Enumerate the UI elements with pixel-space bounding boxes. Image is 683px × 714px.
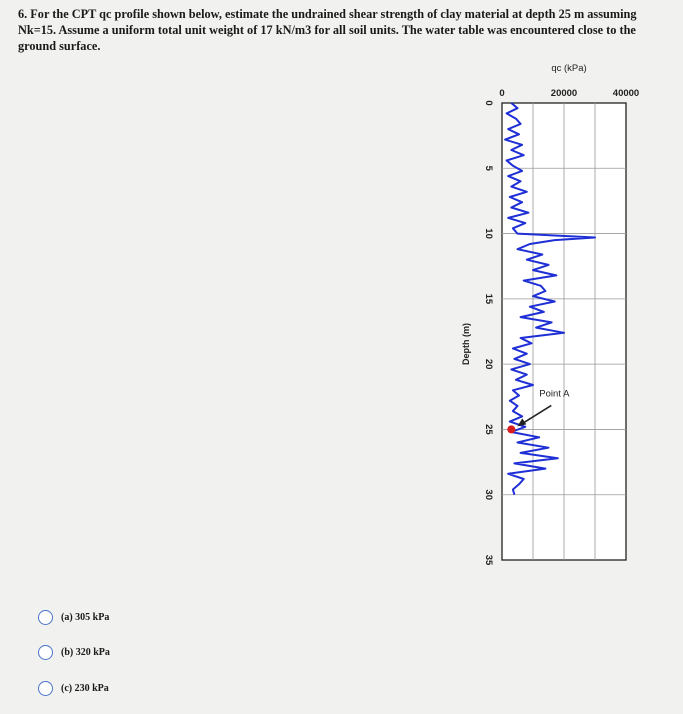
option-a[interactable]: [38, 607, 110, 627]
x-tick-labels: [499, 88, 639, 99]
y-tick-label: 25: [483, 424, 494, 435]
answer-options: [38, 607, 110, 714]
y-tick-label: 20: [483, 358, 494, 370]
option-c-label: (c) 230 kPa: [61, 682, 109, 694]
option-c[interactable]: [38, 678, 110, 698]
radio-a[interactable]: [38, 610, 53, 625]
option-b[interactable]: [38, 643, 110, 663]
question-text: 6. For the CPT qc profile shown below, estimate the undrained shear strength of clay material at depth 25 m assuming Nk=15. Assume a uniform total unit weight of 17 kN/m3 for all soil units. The water table was encountered close to the ground surface.: [18, 7, 637, 53]
y-tick-label: 5: [483, 165, 494, 171]
y-tick-label: 15: [483, 293, 494, 305]
x-tick-label: 0: [499, 88, 505, 99]
point-a-label: Point A: [539, 388, 570, 400]
y-tick-label: 35: [483, 554, 494, 566]
y-tick-label: 30: [483, 489, 494, 501]
radio-b[interactable]: [38, 645, 53, 660]
radio-c[interactable]: [38, 681, 53, 696]
x-tick-label: 40000: [612, 88, 640, 99]
option-b-label: (b) 320 kPa: [61, 647, 110, 658]
y-tick-label: 0: [483, 100, 494, 106]
y-tick-label: 10: [483, 228, 494, 239]
x-axis-label: qc (kPa): [551, 63, 587, 74]
option-a-label: (a) 305 kPa: [61, 611, 110, 623]
point-a-marker: [507, 425, 515, 433]
y-axis-label: Depth (m): [461, 323, 471, 365]
y-tick-labels: [483, 100, 494, 566]
x-tick-label: 20000: [550, 88, 578, 99]
